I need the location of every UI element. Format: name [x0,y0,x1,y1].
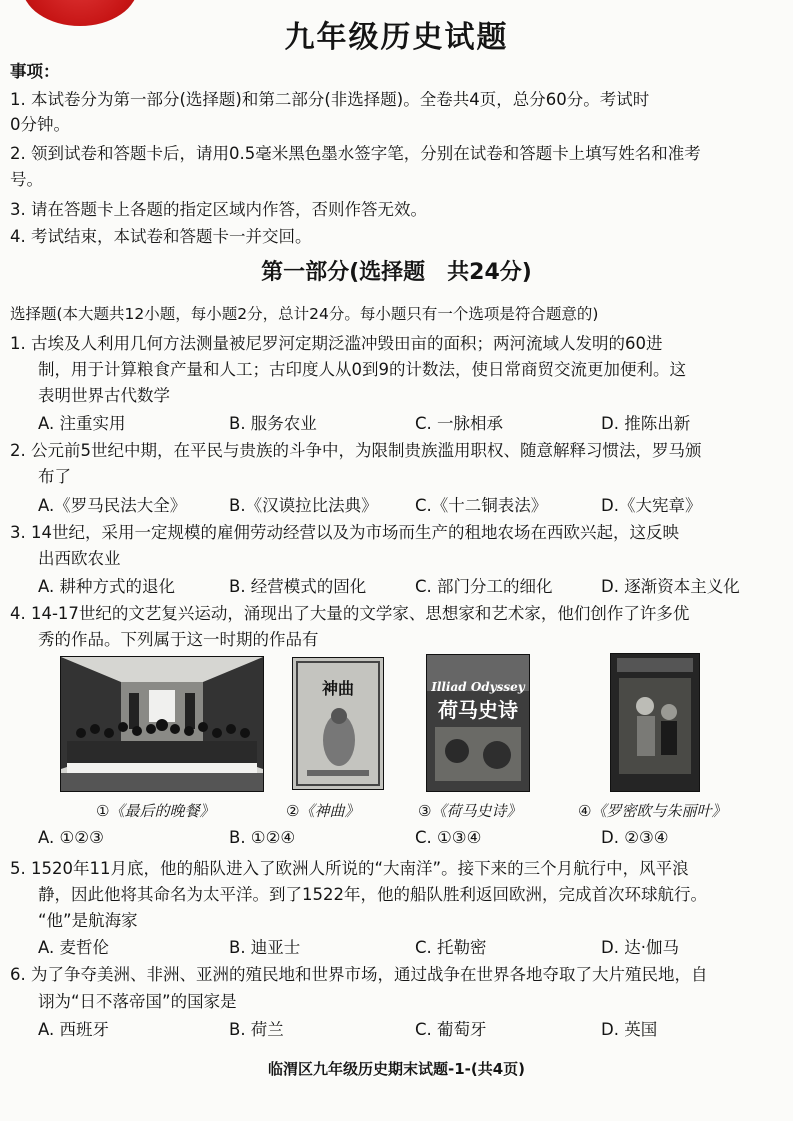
question-line: 秀的作品。下列属于这一时期的作品有 [38,630,319,649]
option-d[interactable]: D. 逐渐资本主义化 [601,577,740,596]
question-line: 4. 14-17世纪的文艺复兴运动，涌现出了大量的文学家、思想家和艺术家，他们创作了许多优 [10,604,690,623]
question-line: 3. 14世纪，采用一定规模的雇佣劳动经营以及为市场而生产的租地农场在西欧兴起，这反映 [10,523,679,542]
option-b[interactable]: B. ①②④ [229,828,296,847]
question-line: 1. 古埃及人利用几何方法测量被尼罗河定期泛滥冲毁田亩的面积；两河流域人发明的60进 [10,334,663,353]
question-line: 出西欧农业 [38,549,121,568]
note-line: 1. 本试卷分为第一部分(选择题)和第二部分(非选择题)。全卷共4页，总分60分。考试时 [10,90,650,109]
cover-title: 荷马史诗 [438,698,518,722]
option-a[interactable]: A.《罗马民法大全》 [38,496,187,515]
option-a[interactable]: A. ①②③ [38,828,104,847]
answer-options [38,1016,778,1042]
option-c[interactable]: C. 托勒密 [415,938,487,957]
last-supper-painting [60,656,264,792]
option-c[interactable]: C. 部门分工的细化 [415,577,553,596]
note-line: 号。 [10,170,43,189]
option-d[interactable]: D.《大宪章》 [601,496,702,515]
option-c[interactable]: C. 葡萄牙 [415,1020,487,1039]
answer-options [38,492,778,518]
option-c[interactable]: C. ①③④ [415,828,482,847]
option-c[interactable]: C. 一脉相承 [415,414,504,433]
question-line: 诩为“日不落帝国”的国家是 [38,992,237,1011]
question-line: 布了 [38,467,71,486]
option-a[interactable]: A. 麦哲伦 [38,938,109,957]
homer-epics-book-cover [426,654,530,792]
question-line: 制，用于计算粮食产量和人工；古印度人从0到9的计数法，使日常商贸交流更加便利。这 [38,360,686,379]
image-caption: ②《神曲》 [286,802,360,820]
question-line: “他”是航海家 [38,911,138,930]
cover-subtitle: Illiad Odyssey [431,680,525,694]
option-b[interactable]: B. 荷兰 [229,1020,284,1039]
question-line: 2. 公元前5世纪中期，在平民与贵族的斗争中，为限制贵族滥用职权、随意解释习惯法，罗马颁 [10,441,702,460]
notes-heading: 事项： [10,62,60,81]
page-title: 九年级历史试题 [284,20,509,55]
question-line: 6. 为了争夺美洲、非洲、亚洲的殖民地和世界市场，通过战争在世界各地夺取了大片殖民地，自 [10,965,708,984]
answer-options [38,828,778,854]
option-a[interactable]: A. 耕种方式的退化 [38,577,175,596]
note-line: 0分钟。 [10,115,70,134]
note-line: 4. 考试结束，本试卷和答题卡一并交回。 [10,227,312,246]
option-d[interactable]: D. 英国 [601,1020,658,1039]
page-footer: 临渭区九年级历史期末试题-1-(共4页) [267,1060,526,1078]
note-line: 3. 请在答题卡上各题的指定区域内作答，否则作答无效。 [10,200,427,219]
image-caption: ④《罗密欧与朱丽叶》 [578,802,727,820]
question-line: 5. 1520年11月底，他的船队进入了欧洲人所说的“大南洋”。接下来的三个月航行中，风平浪 [10,859,689,878]
image-caption: ③《荷马史诗》 [418,802,522,820]
answer-options [38,410,778,436]
option-b[interactable]: B. 服务农业 [229,414,317,433]
option-c[interactable]: C.《十二铜表法》 [415,496,548,515]
option-b[interactable]: B.《汉谟拉比法典》 [229,496,378,515]
section-intro: 选择题(本大题共12小题，每小题2分，总计24分。每小题只有一个选项是符合题意的) [10,305,599,323]
option-d[interactable]: D. 达·伽马 [601,938,679,957]
section-heading: 第一部分(选择题 共24分) [261,260,532,285]
answer-options [38,573,778,599]
option-a[interactable]: A. 注重实用 [38,414,126,433]
option-b[interactable]: B. 经营模式的固化 [229,577,367,596]
romeo-juliet-book-cover [610,653,700,792]
divine-comedy-book-cover [292,657,384,790]
option-b[interactable]: B. 迪亚士 [229,938,301,957]
note-line: 2. 领到试卷和答题卡后，请用0.5毫米黑色墨水签字笔，分别在试卷和答题卡上填写姓名和准考 [10,144,701,163]
answer-options [38,934,778,960]
cover-title: 神曲 [321,679,355,698]
question-line: 表明世界古代数学 [38,386,170,405]
option-d[interactable]: D. 推陈出新 [601,414,691,433]
option-d[interactable]: D. ②③④ [601,828,669,847]
option-a[interactable]: A. 西班牙 [38,1020,109,1039]
image-caption: ①《最后的晚餐》 [96,802,215,820]
question-line: 静，因此他将其命名为太平洋。到了1522年，他的船队胜利返回欧洲，完成首次环球航行。 [38,885,707,904]
